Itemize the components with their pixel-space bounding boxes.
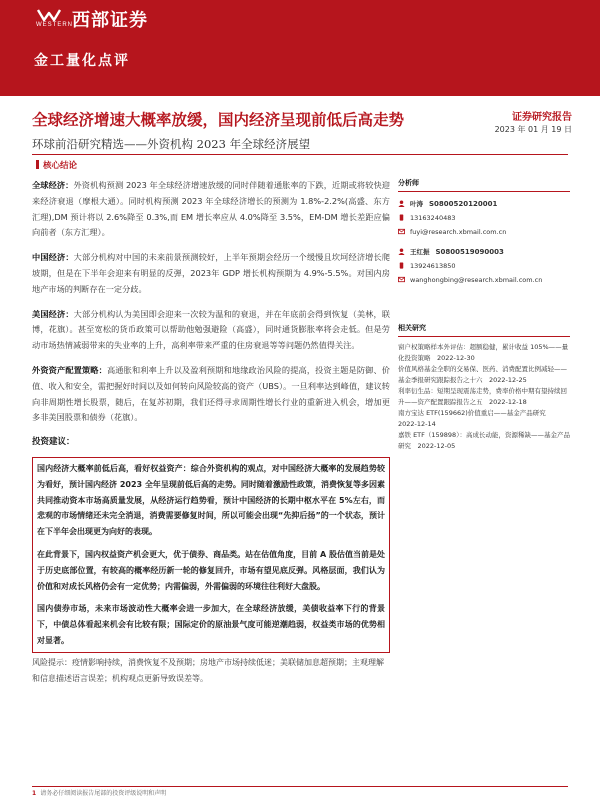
email-icon [398,228,405,235]
analyst-name: 叶涛 [410,200,423,208]
core-conclusion-heading [36,159,77,171]
analyst-phone-row [398,259,570,273]
related-item[interactable]: 窗户权策略样本外评估：超额稳健，累计收益 105%——量化投资策略 2022-12-30 [398,343,569,362]
analyst-phone: 13924613850 [410,262,456,270]
phone-icon [398,262,405,269]
related-item[interactable]: 利率衍生品：短期呈现震荡走势，费率价格中期有望持续回升——资产配置跟踪报告之五 2022-12-18 [398,387,567,406]
footer [32,788,166,797]
report-header [0,0,600,96]
analyst-card [398,245,570,287]
person-icon [398,248,405,255]
report-type: 证券研究报告 [512,112,572,123]
related-item[interactable]: 价值风格基金全职的交易保、医药、消费配置比例减轻——基金季报研究跟踪报告之十六 2022-12-25 [398,365,567,384]
analysts-heading: 分析师 [398,178,570,192]
advice-heading: 投资建议： [32,437,75,448]
analyst-cert: S0800519090003 [435,248,504,256]
logo-en-text: WESTERN [36,22,73,28]
para-text: 大部分机构认为美国即会迎来一次较为温和的衰退，并在年底前会得到恢复（美林，联博，花旗）。甚至宽松的货币政策可以帮助他勉强避险（高盛），同时通货膨胀率将会走低。但是劳动市场热情减弱带来的失业率的上升，高利率带来严重的住房衰退等等问题仍然值得关注。 [32,308,390,351]
main-column [32,178,390,686]
phone-icon [398,214,405,221]
advice-box [32,457,390,653]
related-item[interactable]: 南方宝达 ETF(159662)价值重启——基金产品研究 2022-12-14 [398,409,553,428]
para-china [32,250,390,297]
report-date: 2023 年 01 月 19 日 [494,125,572,134]
analyst-phone-row [398,211,570,225]
disclaimer: 请务必仔细阅读报告尾部的投资评级说明和声明 [40,790,167,797]
core-label: 核心结论 [43,161,78,171]
analyst-card [398,197,570,239]
analyst-name: 王红振 [410,248,430,256]
analyst-phone: 13163240483 [410,214,456,222]
advice-paragraph: 国内经济大概率前低后高，看好权益资产：综合外资机构的观点，对中国经济大概率的发展趋势较为看好，预计国内经济 2023 全年呈现前低后高的走势。同时随着激励性政策，消费恢复等多因素共同推动资本市场高质量发展，从经济运行趋势看，预计中国经济的长期中枢水平在 5%左右，而悲观的市场情绪还未完全消退，消费需要修复时间，所以可能会出现“先抑后扬”的一个状态，预计在下半年会出现更为向好的表现。 [37,463,385,537]
para-label: 美国经济： [32,308,74,319]
analyst-cert: S0800520120001 [429,200,498,208]
report-category: 金工量化点评 [34,53,130,69]
para-label: 中国经济： [32,252,74,263]
analyst-name-row [398,245,570,259]
report-title: 全球经济增速大概率放缓，国内经济呈现前低后高走势 [32,110,405,129]
para-text: 大部分机构对中国的未来前景预测较好，上半年预期会经历一个缓慢且坎坷经济增长爬坡期，但是在下半年会迎来有明显的反弹，2023年 GDP 增长机构预期为 4.9%-5.5%。对国内房地产市场的判断存在一定分歧。 [32,252,390,294]
advice-paragraph: 在此背景下，国内权益资产机会更大，优于债券、商品类。站在估值角度，目前 A 股估值当前是处于历史底部位置，有较高的概率经历新一轮的修复回升，市场有望见底反弹。风格层面，我们认为价值和对成长风格仍会有一定优势；内需偏弱，外需偏弱的环境往往利好大盘股。 [37,549,385,591]
analyst-name-row [398,197,570,211]
para-label: 外资资产配置策略： [32,364,107,375]
related-item[interactable]: 嘉铁 ETF（159898）：高成长动能，资源稀缺——基金产品研究 2022-12-05 [398,431,570,450]
para-text: 外资机构预测 2023 年全球经济增速放缓的同时伴随着通胀率的下跌，近期或将较快迎来经济衰退（摩根大通）。同时机构预测 2023 年全球经济增长的预测为 1.8%-2.2%(高盛、东方汇理),DM 预计将以 2.6%降至 0.3%,而 EM 增长率应从 4.0%降至 3.5%，EM-DM 增长差距应偏向前者（东方汇理）。 [32,180,390,238]
para-allocation [32,363,390,426]
para-global [32,178,390,241]
risk-warning: 风险提示：疫情影响持续，消费恢复不及预期；房地产市场持续低迷；美联储加息超预期；主观理解和信息描述语言误差；机构观点更新导致误差等。 [32,657,384,683]
para-us [32,307,390,354]
related-heading: 相关研究 [398,323,570,337]
logo-cn-text: 西部证券 [72,10,148,31]
heading-marker [36,160,39,169]
para-text: 高通胀和利率上升以及盈利预期和地缘政治风险的提高，投资主题是防御、价值、收入和安全，需把握好时间以及如何转向风险较高的资产（UBS）。一旦利率达到峰值，建议转向非周期性增长股票，随后，在复苏初期，我们还得寻求周期性增长行业的重新进入机会，增加更多非美国股票和债券（花旗）。 [32,364,390,423]
advice-paragraph: 国内债券市场，未来市场波动性大概率会进一步加大，在全球经济放缓，美债收益率下行的背景下，中债总体看起来机会有比较有限；国际定价的原油景气度可能逆潮趋弱，权益类市场的优势相对显著。 [37,604,385,645]
footer-divider [32,786,568,787]
email-icon [398,276,405,283]
report-subtitle: 环球前沿研究精选——外资机构 2023 年全球经济展望 [32,137,311,151]
analyst-email-row [398,225,570,239]
analyst-email[interactable]: fuyi@research.xbmail.com.cn [410,228,507,236]
western-logo-icon [36,8,62,22]
para-label: 全球经济： [32,180,74,190]
page-number: 1 [32,790,37,797]
related-research [398,323,570,451]
analyst-email-row [398,273,570,287]
person-icon [398,200,405,207]
sidebar [398,178,570,452]
title-divider [32,154,568,155]
analyst-email[interactable]: wanghongbing@research.xbmail.com.cn [410,276,543,284]
